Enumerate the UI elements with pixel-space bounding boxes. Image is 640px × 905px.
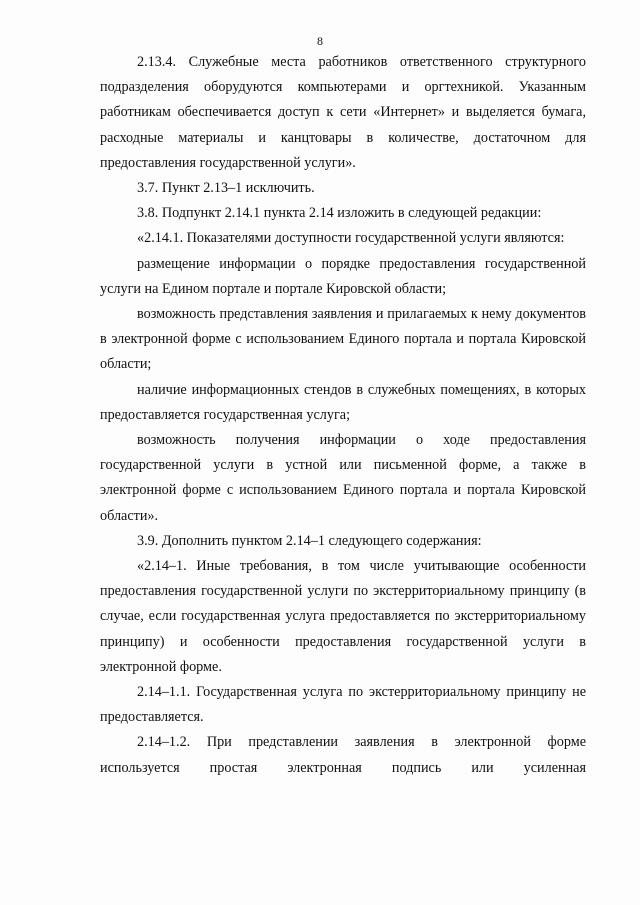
paragraph-electronic-submission: возможность представления заявления и прилагаемых к нему документов в электронной форме с использованием Единого портала и портала Кировской области; [100,306,586,373]
paragraph-status-info: возможность получения информации о ходе предоставления государственной услуги в устной или письменной форме, а также в электронной форме с использованием Единого портала и портала Кировской области». [100,432,586,524]
paragraph-3-9: 3.9. Дополнить пунктом 2.14–1 следующего содержания: [137,532,482,549]
paragraph-info-placement: размещение информации о порядке предоставления государственной услуги на Едином портале и портале Кировской области; [100,255,586,297]
paragraph-3-8: 3.8. Подпункт 2.14.1 пункта 2.14 изложить в следующей редакции: [137,205,542,222]
paragraph-2-14-1-requirements: «2.14–1. Иные требования, в том числе учитывающие особенности предоставления государственной услуги по экстерриториальному принципу (в случае, если государственная услуга предоставляется по экстерриториальному принципу) и особенности предоставления государственной услуги в электронной форме. [100,558,586,675]
paragraph-3-7: 3.7. Пункт 2.13–1 исключить. [137,180,315,197]
paragraph-2-13-4: 2.13.4. Служебные места работников ответственного структурного подразделения оборудуются компьютерами и оргтехникой. Указанным работникам обеспечивается доступ к сети «Интернет» и выделяется бумага, расходные материалы и канцтовары в количестве, достаточном для предоставления государственной услуги». [100,54,586,171]
paragraph-2-14-1-2: 2.14–1.2. При представлении заявления в электронной форме используется простая электронная подпись или усиленная [100,734,586,776]
paragraph-info-stands: наличие информационных стендов в служебных помещениях, в которых предоставляется государственная услуга; [100,381,586,423]
paragraph-2-14-1: «2.14.1. Показателями доступности государственной услуги являются: [137,230,565,247]
page-number: 8 [317,34,323,48]
paragraph-2-14-1-1: 2.14–1.1. Государственная услуга по экстерриториальному принципу не предоставляется. [100,684,586,726]
